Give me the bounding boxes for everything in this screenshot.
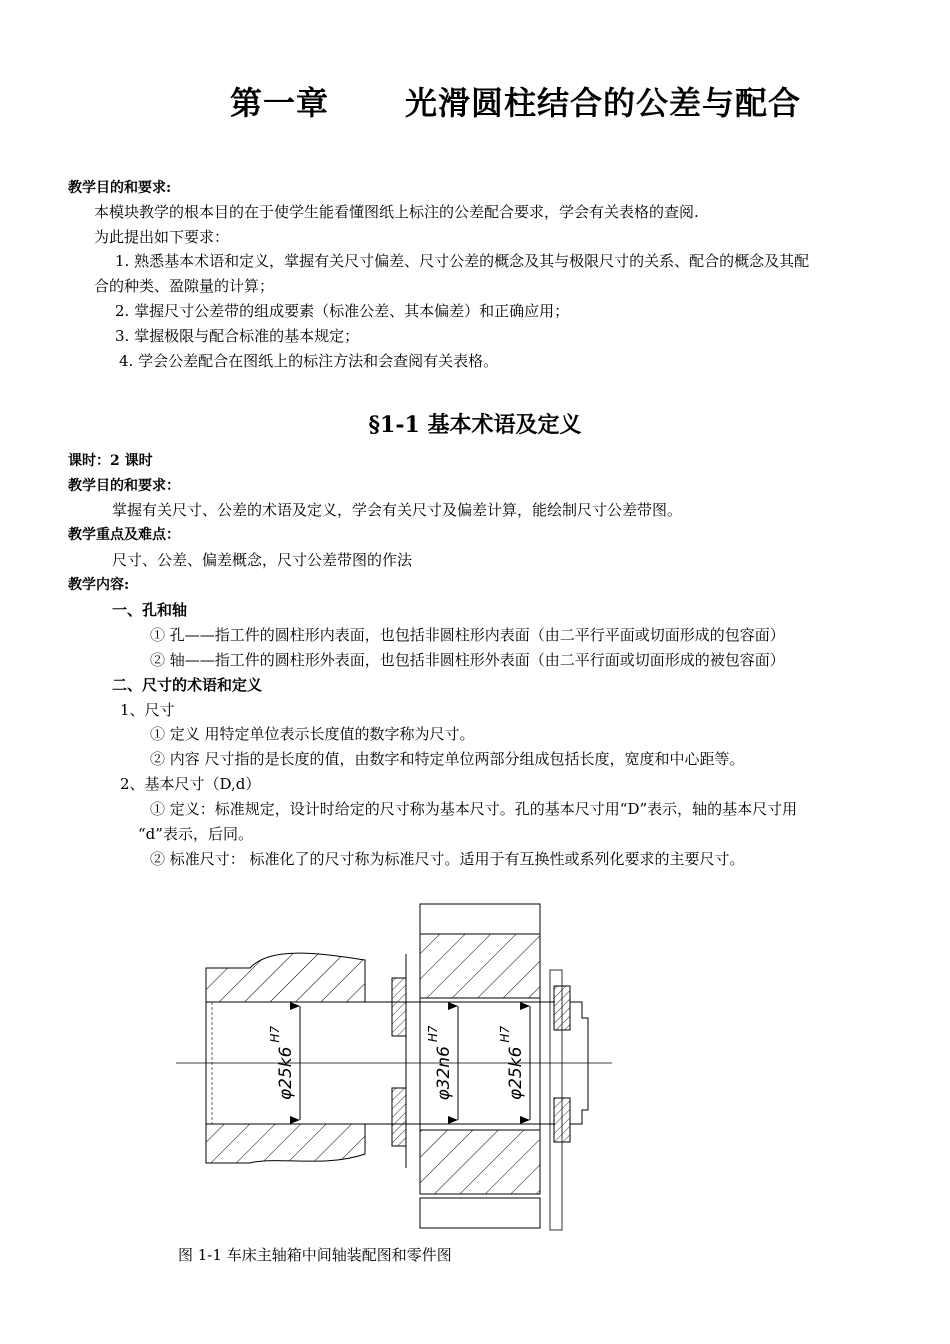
goal-text: 掌握有关尺寸、公差的术语及定义，学会有关尺寸及偏差计算，能绘制尺寸公差带图。	[112, 501, 683, 519]
intro-requirements-lead: 为此提出如下要求：	[94, 228, 230, 246]
standard-size-definition: ② 标准尺寸： 标准化了的尺寸称为标准尺寸。适用于有互换性或系列化要求的主要尺寸。	[150, 850, 745, 868]
dim-center-size: φ32n6	[434, 1046, 454, 1101]
requirement-1-line1: 1. 熟悉基本术语和定义，掌握有关尺寸偏差、尺寸公差的概念及其与极限尺寸的关系、配合的概念及其配	[115, 252, 810, 270]
chapter-title	[230, 78, 801, 124]
chapter-name: 光滑圆柱结合的公差与配合	[405, 84, 802, 122]
content-heading: 教学内容:	[68, 577, 130, 593]
figure-caption: 图 1-1 车床主轴箱中间轴装配图和零件图	[178, 1246, 452, 1264]
dim-right-fit: H7	[498, 1025, 512, 1043]
requirement-4: 4. 学会公差配合在图纸上的标注方法和会查阅有关表格。	[119, 352, 499, 370]
dim-left-size: φ25k6	[276, 1046, 296, 1101]
chapter-number: 第一章	[230, 84, 330, 122]
goal-heading: 教学目的和要求：	[68, 478, 180, 494]
section-title: §1-1 基本术语及定义	[368, 412, 582, 438]
hole-definition: ① 孔——指工件的圆柱形内表面，也包括非圆柱形内表面（由二平行平面或切面形成的包容面）	[150, 626, 785, 644]
requirement-3: 3. 掌握极限与配合标准的基本规定；	[115, 327, 360, 345]
key-points-heading: 教学重点及难点：	[68, 527, 180, 543]
size-content: ② 内容 尺寸指的是长度的值，由数字和特定单位两部分组成包括长度，宽度和中心距等。	[150, 750, 745, 768]
dim-left-fit: H7	[268, 1025, 282, 1043]
basic-size-definition-line1: ① 定义：标准规定，设计时给定的尺寸称为基本尺寸。孔的基本尺寸用“D”表示，轴的基本尺寸用	[150, 800, 798, 818]
basic-size-heading: 2、基本尺寸（D,d）	[120, 775, 261, 793]
assembly-drawing	[170, 898, 620, 1233]
intro-heading: 教学目的和要求:	[68, 180, 172, 196]
topic-hole-shaft: 一、孔和轴	[112, 601, 188, 619]
requirement-1-line2: 合的种类、盈隙量的计算；	[94, 277, 275, 295]
key-points-text: 尺寸、公差、偏差概念，尺寸公差带图的作法	[112, 551, 413, 569]
dim-right-size: φ25k6	[506, 1046, 526, 1101]
size-definition: ① 定义 用特定单位表示长度值的数字称为尺寸。	[150, 725, 475, 743]
topic-size-terms: 二、尺寸的术语和定义	[112, 676, 263, 694]
size-heading: 1、尺寸	[120, 701, 175, 719]
dim-center-fit: H7	[426, 1025, 440, 1043]
basic-size-definition-line2: “d”表示，后同。	[138, 825, 253, 843]
intro-paragraph: 本模块教学的根本目的在于使学生能看懂图纸上标注的公差配合要求，学会有关表格的查阅.	[94, 203, 699, 221]
class-hours: 课时：2 课时	[68, 453, 153, 469]
requirement-2: 2. 掌握尺寸公差带的组成要素（标准公差、其本偏差）和正确应用；	[115, 302, 570, 320]
shaft-definition: ② 轴——指工件的圆柱形外表面，也包括非圆柱形外表面（由二平行面或切面形成的被包容面）	[150, 651, 785, 669]
